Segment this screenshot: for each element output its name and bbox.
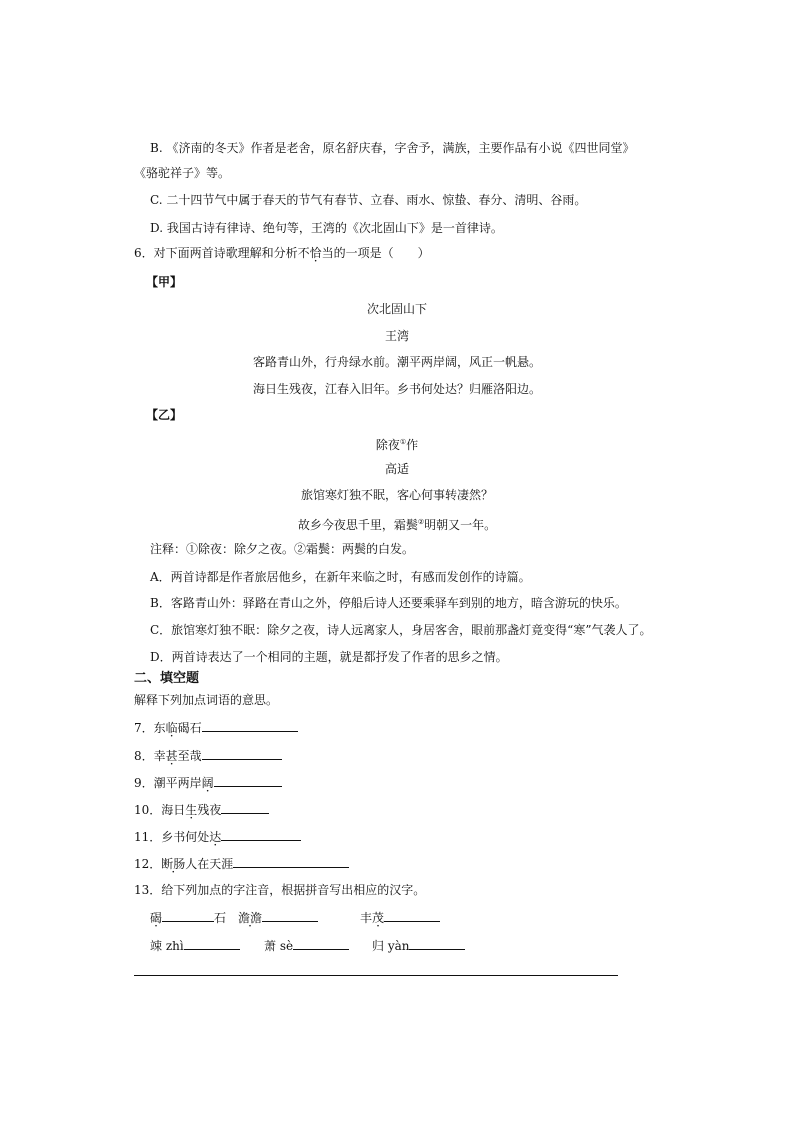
item-number: 11． xyxy=(134,830,162,844)
poem2-line2-b: 明朝又一年。 xyxy=(424,518,497,532)
section-heading: 二、填空题 xyxy=(134,671,200,686)
item-text: 人在天涯 xyxy=(185,857,234,871)
q5-option-b-line2: 《骆驼祥子》等。 xyxy=(134,166,231,180)
item-text: 东 xyxy=(153,721,166,735)
q13-pinyin: 萧 sè xyxy=(264,939,294,953)
item-number: 7． xyxy=(134,721,154,735)
q13-dotted: 澹澹 xyxy=(238,911,263,925)
q6-stem-text-end: 的一项是（ ） xyxy=(333,246,430,260)
item-number: 9． xyxy=(134,776,154,790)
q13-dotted: 碣 xyxy=(150,911,163,925)
answer-blank[interactable] xyxy=(262,908,318,922)
q6-option-c: C．旅馆寒灯独不眠：除夕之夜，诗人远离家人，身居客舍，眼前那盏灯竟变得“寒”气袭人了。 xyxy=(150,623,652,637)
answer-blank[interactable] xyxy=(221,827,301,841)
q6-option-a: A．两首诗都是作者旅居他乡，在新年来临之时，有感而发创作的诗篇。 xyxy=(150,570,531,584)
item-dotted: 阔 xyxy=(201,776,214,790)
poem2-title-tail: 作 xyxy=(406,438,419,452)
item-number: 10． xyxy=(134,803,162,817)
q13-row1-c xyxy=(360,908,440,926)
answer-blank[interactable] xyxy=(214,773,282,787)
fill-item xyxy=(134,746,282,764)
q6-option-b: B．客路青山外：驿路在青山之外，停船后诗人还要乘驿车到别的地方，暗含游玩的快乐。 xyxy=(150,596,627,610)
fill-item xyxy=(134,773,282,791)
q13-row2-c xyxy=(372,936,465,954)
poem1-line2: 海日生残夜，江春入旧年。乡书何处达？归雁洛阳边。 xyxy=(252,382,541,396)
poem2-author: 高适 xyxy=(384,462,409,476)
answer-blank[interactable] xyxy=(202,746,282,760)
fill-item xyxy=(134,827,301,845)
answer-blank[interactable] xyxy=(162,908,214,922)
poem1-line1: 客路青山外，行舟绿水前。潮平两岸阔，风正一帆悬。 xyxy=(252,355,541,369)
answer-blank[interactable] xyxy=(233,854,349,868)
q13-stem: 13．给下列加点的字注音，根据拼音写出相应的汉字。 xyxy=(134,883,426,897)
poem2-title-text: 除夜 xyxy=(375,438,400,452)
poem2-title xyxy=(0,434,794,453)
bottom-divider xyxy=(134,975,618,976)
poem2-line2-a: 故乡今夜思千里，霜鬓 xyxy=(297,518,418,532)
answer-blank[interactable] xyxy=(384,908,440,922)
q5-option-d: D. 我国古诗有律诗、绝句等，王湾的《次北固山下》是一首律诗。 xyxy=(150,221,503,235)
q6-stem xyxy=(134,245,430,261)
item-text: 残夜 xyxy=(197,803,222,817)
q13-text: 石 xyxy=(214,911,227,925)
q6-notes: 注释：①除夜：除夕之夜。②霜鬓：两鬓的白发。 xyxy=(150,542,415,556)
item-dotted: 甚 xyxy=(165,749,178,763)
item-dotted: 断肠 xyxy=(161,857,186,871)
answer-blank[interactable] xyxy=(202,718,298,732)
item-text: 乡书何处 xyxy=(161,830,210,844)
answer-blank[interactable] xyxy=(221,800,269,814)
fill-item xyxy=(134,718,298,736)
yi-label: 【乙】 xyxy=(146,408,183,422)
item-number: 8． xyxy=(134,749,154,763)
q13-pinyin: 竦 zhì xyxy=(150,939,184,953)
item-dotted: 达 xyxy=(209,830,222,844)
q13-pinyin: 归 yàn xyxy=(372,939,410,953)
item-text: 碣石 xyxy=(177,721,202,735)
section-instruction: 解释下列加点词语的意思。 xyxy=(134,693,279,707)
q13-row1-a xyxy=(150,908,226,926)
answer-blank[interactable] xyxy=(184,936,240,950)
poem2-line2 xyxy=(0,514,794,533)
q6-stem-text: 6．对下面两首诗歌理解和分析 xyxy=(134,246,298,260)
footnote-marker: ① xyxy=(399,438,407,446)
q5-option-b-line1: B. 《济南的冬天》作者是老舍，原名舒庆春，字舍予，满族，主要作品有小说《四世同堂》 xyxy=(150,141,635,155)
jia-label: 【甲】 xyxy=(146,275,183,289)
footnote-marker: ② xyxy=(417,518,425,526)
q5-option-c: C. 二十四节气中属于春天的节气有春节、立春、雨水、惊蛰、春分、清明、谷雨。 xyxy=(150,193,587,207)
item-dotted: 临 xyxy=(165,721,178,735)
poem2-line1: 旅馆寒灯独不眠，客心何事转凄然？ xyxy=(300,488,493,502)
item-text: 海日 xyxy=(161,803,186,817)
q13-row2-b xyxy=(264,936,349,954)
answer-blank[interactable] xyxy=(293,936,349,950)
item-number: 12． xyxy=(134,857,162,871)
item-dotted: 生 xyxy=(185,803,198,817)
item-text: 幸 xyxy=(153,749,166,763)
poem1-author: 王湾 xyxy=(384,329,409,343)
q13-text: 丰 xyxy=(360,911,373,925)
q6-stem-dotted: 不恰当 xyxy=(297,246,334,260)
item-text: 潮平两岸 xyxy=(153,776,202,790)
fill-item xyxy=(134,800,269,818)
poem1-title: 次北固山下 xyxy=(366,302,427,316)
fill-item xyxy=(134,854,349,872)
q6-option-d: D．两首诗表达了一个相同的主题，就是都抒发了作者的思乡之情。 xyxy=(150,650,508,664)
item-text: 至哉 xyxy=(177,749,202,763)
answer-blank[interactable] xyxy=(409,936,465,950)
q13-row2-a xyxy=(150,936,240,954)
q13-row1-b xyxy=(238,908,318,926)
q13-dotted: 茂 xyxy=(372,911,385,925)
